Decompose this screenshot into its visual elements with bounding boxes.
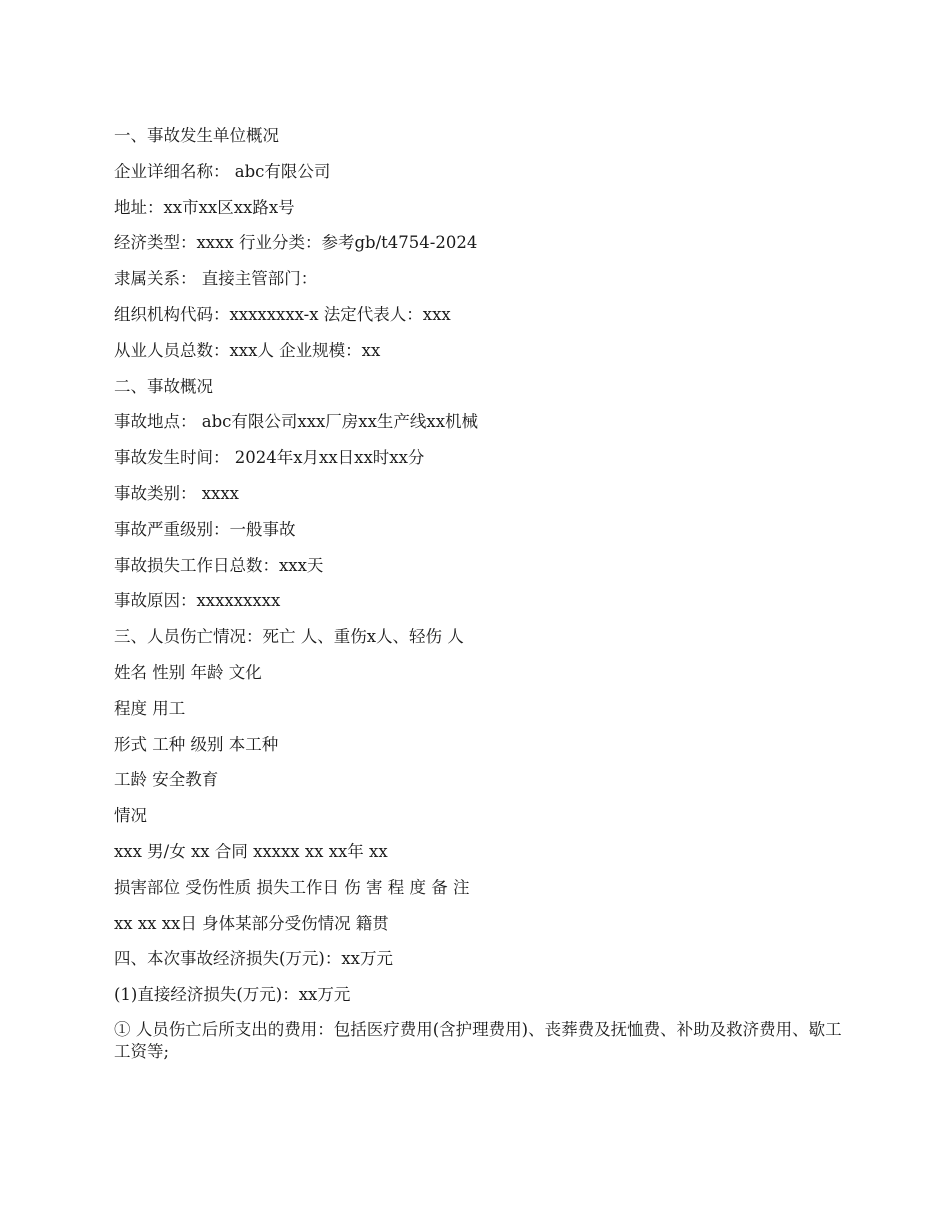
address-line: 地址：xx市xx区xx路x号: [114, 197, 295, 217]
accident-location-line: 事故地点： abc有限公司xxx厂房xx生产线xx机械: [114, 412, 479, 432]
section-heading-unit-overview: 一、事故发生单位概况: [114, 126, 279, 145]
casualty-table-header-6: 损害部位 受伤性质 损失工作日 伤 害 程 度 备 注: [114, 877, 470, 897]
employee-count-line: 从业人员总数：xxx人 企业规模：xx: [114, 340, 381, 360]
accident-cause-line: 事故原因：xxxxxxxxx: [114, 591, 281, 611]
accident-severity-line: 事故严重级别：一般事故: [114, 519, 296, 539]
casualty-table-header-2: 程度 用工: [114, 698, 186, 718]
accident-category-line: 事故类别： xxxx: [114, 483, 239, 503]
casualty-expense-paragraph: ① 人员伤亡后所支出的费用：包括医疗费用(含护理费用)、丧葬费及抚恤费、补助及救济费用、歇工工资等;: [114, 1019, 842, 1061]
casualty-table-row-1: xxx 男/女 xx 合同 xxxxx xx xx年 xx: [114, 841, 388, 861]
casualty-table-header-3: 形式 工种 级别 本工种: [114, 734, 279, 754]
affiliation-line: 隶属关系： 直接主管部门：: [114, 269, 318, 289]
direct-loss-line: (1)直接经济损失(万元)：xx万元: [114, 985, 351, 1005]
section-heading-economic-loss: 四、本次事故经济损失(万元)：xx万元: [114, 949, 393, 969]
company-name-line: 企业详细名称： abc有限公司: [114, 161, 331, 181]
section-heading-accident-overview: 二、事故概况: [114, 376, 213, 396]
casualty-table-header-5: 情况: [114, 806, 147, 826]
casualty-table-header-1: 姓名 性别 年龄 文化: [114, 662, 262, 682]
accident-time-line: 事故发生时间： 2024年x月xx日xx时xx分: [114, 448, 425, 468]
economic-type-line: 经济类型：xxxx 行业分类：参考gb/t4754-2024: [114, 233, 478, 253]
lost-workdays-line: 事故损失工作日总数：xxx天: [114, 555, 324, 575]
org-code-line: 组织机构代码：xxxxxxxx-x 法定代表人：xxx: [114, 304, 451, 324]
casualty-table-row-2: xx xx xx日 身体某部分受伤情况 籍贯: [114, 913, 389, 933]
section-heading-casualties: 三、人员伤亡情况：死亡 人、重伤x人、轻伤 人: [114, 627, 464, 647]
casualty-table-header-4: 工龄 安全教育: [114, 770, 219, 790]
